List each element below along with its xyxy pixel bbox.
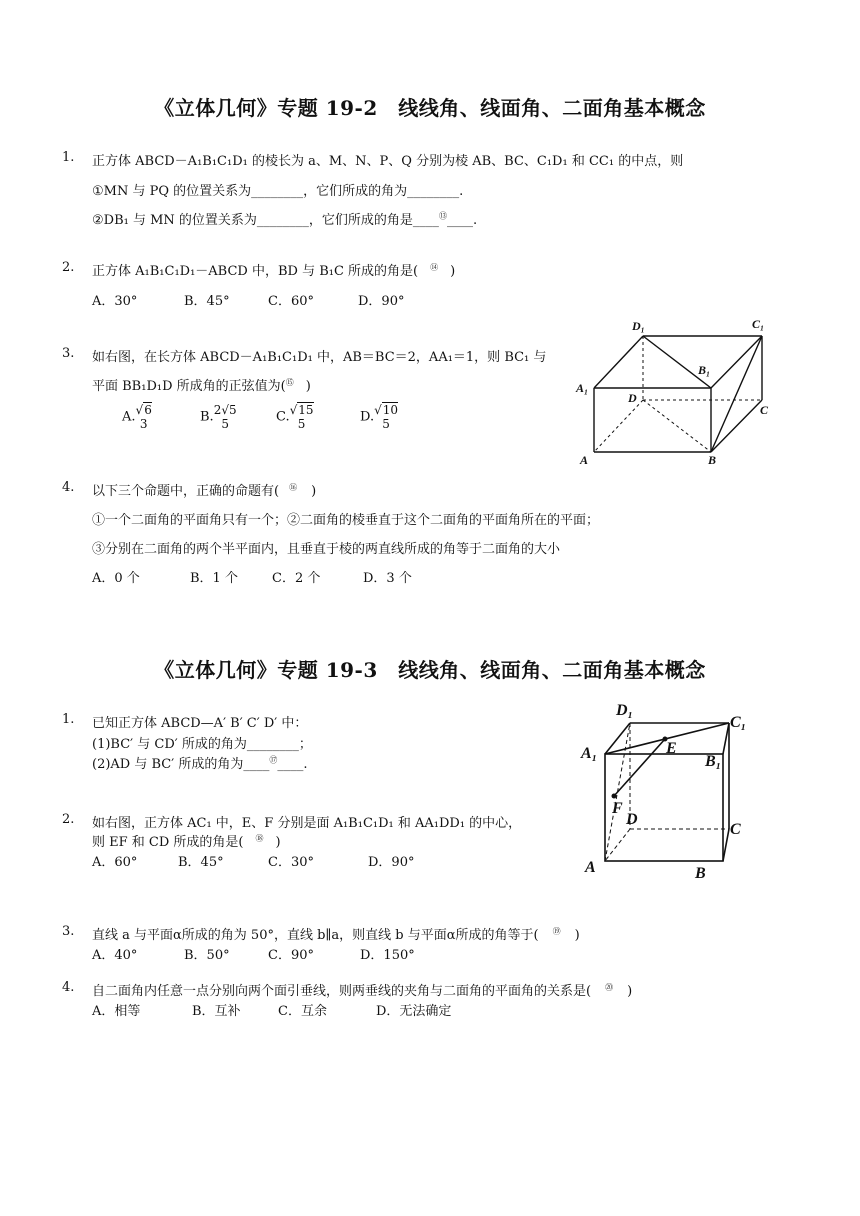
edge-a1-d1 xyxy=(594,336,643,388)
label-a1: A₁ xyxy=(581,745,598,762)
q4-stem xyxy=(92,480,316,499)
q1-number: 1. xyxy=(62,150,75,165)
q4-options xyxy=(92,567,412,586)
s2-q2-option-b[interactable]: B．45° xyxy=(178,855,224,870)
q2-paren: ) xyxy=(450,264,456,279)
q3-option-b[interactable] xyxy=(200,403,276,431)
q2-number: 2. xyxy=(62,260,75,275)
s2-q3-number: 3. xyxy=(62,924,75,939)
point-f xyxy=(612,794,617,799)
cube-front-face xyxy=(605,754,723,861)
label-a1: A₁ xyxy=(576,381,589,395)
q3-option-d-num: 10 xyxy=(382,403,399,417)
label-a: A xyxy=(580,453,589,467)
q3-stem-text: 平面 BB₁D₁D 所成角的正弦值为( xyxy=(92,379,286,394)
hidden-edge-d-a xyxy=(605,829,630,861)
q2-stem-text: 正方体 A₁B₁C₁D₁－ABCD 中，BD 与 B₁C 所成的角是( xyxy=(92,264,419,279)
edge-b-c xyxy=(711,400,762,452)
label-c: C xyxy=(730,821,741,838)
label-d1: D₁ xyxy=(632,319,645,333)
q3-paren: ) xyxy=(305,379,311,394)
s2-q3-option-d[interactable]: D．150° xyxy=(360,948,415,963)
cuboid-figure-1 xyxy=(570,310,780,470)
label-b: B xyxy=(708,453,717,467)
q1-part2-end: ____. xyxy=(446,213,478,228)
label-c1: C₁ xyxy=(730,714,747,731)
q3-option-c-den: 5 xyxy=(297,417,306,431)
edge-b1-c1 xyxy=(711,336,762,388)
label-a: A xyxy=(585,859,596,876)
s2-q1-number: 1. xyxy=(62,712,75,727)
s2-q3-stem xyxy=(92,924,580,943)
s2-q4-stem-text: 自二面角内任意一点分别向两个面引垂线，则两垂线的夹角与二面角的平面角的关系是( xyxy=(92,984,592,999)
q3-option-d[interactable]: D. √10 5 xyxy=(360,403,399,431)
edge-b1-c1 xyxy=(723,723,729,754)
s2-q3-option-c[interactable]: C．90° xyxy=(268,948,314,963)
s2-q2-paren: ) xyxy=(275,835,281,850)
answer-mark-14: ⑭ xyxy=(430,262,439,272)
answer-mark-13: ⑬ xyxy=(438,211,447,221)
s2-q1-stem: 已知正方体 ABCD—A′ B′ C′ D′ 中： xyxy=(92,716,308,731)
q2-option-a[interactable]: A．30° xyxy=(92,294,138,309)
s2-q4-option-c[interactable]: C．互余 xyxy=(278,1004,327,1019)
q3-option-d-label: D. xyxy=(360,409,375,425)
label-f: F xyxy=(612,800,623,817)
label-d: D xyxy=(626,811,638,828)
s2-q4-option-d[interactable]: D．无法确定 xyxy=(376,1004,452,1019)
q3-option-c-label: C. xyxy=(276,409,290,425)
answer-mark-15: ⑮ xyxy=(285,377,294,387)
s2-q4-number: 4. xyxy=(62,980,75,995)
q3-option-a[interactable]: A. √6 3 xyxy=(122,403,152,431)
s2-q2-options xyxy=(92,851,414,870)
s2-q4-paren: ) xyxy=(627,984,633,999)
q3-option-d-den: 5 xyxy=(382,417,390,431)
q3-option-b-num: 2√5 xyxy=(213,403,237,417)
s2-q2-stem: 如右图，正方体 AC₁ 中，E、F 分别是面 A₁B₁C₁D₁ 和 AA₁DD₁ 的中心， xyxy=(92,816,522,831)
hidden-diag-a-d1 xyxy=(605,723,630,861)
label-c1: C₁ xyxy=(752,317,765,331)
s2-q2-option-c[interactable]: C．30° xyxy=(268,855,314,870)
s2-q1-part2 xyxy=(92,753,307,772)
label-c: C xyxy=(760,403,769,417)
q3-option-a-label: A. xyxy=(122,409,136,425)
q4-stem-text: 以下三个命题中，正确的命题有( xyxy=(92,484,280,499)
q3-option-c[interactable]: C. √15 5 xyxy=(276,403,314,431)
q3-option-c-num: 15 xyxy=(298,403,314,417)
s2-q1-part2-text: (2)AD 与 BC′ 所成的角为____ xyxy=(92,757,270,772)
section-title-19-3: 《立体几何》专题 19-3 线线角、线面角、二面角基本概念 xyxy=(154,658,706,682)
q4-statement-3: ③分别在二面角的两个半平面内，且垂直于棱的两直线所成的角等于二面角的大小 xyxy=(92,542,561,557)
q4-option-d[interactable]: D．3 个 xyxy=(363,571,412,586)
q1-part2-text: ②DB₁ 与 MN 的位置关系为________，它们所成的角是____ xyxy=(92,213,439,228)
label-b1: B₁ xyxy=(705,753,722,770)
q3-option-b-den: 5 xyxy=(221,417,229,431)
s2-q2-stem-2 xyxy=(92,831,281,850)
q2-option-b[interactable]: B．45° xyxy=(184,294,230,309)
q2-option-c[interactable]: C．60° xyxy=(268,294,314,309)
s2-q1-part2-end: ____. xyxy=(277,757,308,772)
q2-options xyxy=(92,290,404,309)
s2-q3-option-b[interactable]: B．50° xyxy=(184,948,230,963)
s2-q3-stem-text: 直线 a 与平面α所成的角为 50°，直线 b∥a，则直线 b 与平面α所成的角等于( xyxy=(92,928,539,943)
answer-mark-17: ⑰ xyxy=(269,755,278,765)
s2-q2-stem-text: 则 EF 和 CD 所成的角是( xyxy=(92,835,244,850)
s2-q2-number: 2. xyxy=(62,812,75,827)
answer-mark-18: ⑱ xyxy=(255,833,264,843)
s2-q1-part1: (1)BC′ 与 CD′ 所成的角为________； xyxy=(92,737,312,752)
q2-option-d[interactable]: D．90° xyxy=(358,294,405,309)
q4-number: 4. xyxy=(62,480,75,495)
s2-q3-options xyxy=(92,944,415,963)
q1-part1: ①MN 与 PQ 的位置关系为________，它们所成的角为________. xyxy=(92,184,464,199)
label-b: B xyxy=(695,865,706,882)
diag-d1-b1 xyxy=(643,336,711,388)
q3-stem-2 xyxy=(92,375,311,394)
q2-stem xyxy=(92,260,455,279)
diag-b-c1 xyxy=(711,336,762,452)
hidden-diag-d-b xyxy=(643,400,711,452)
edge-b-c xyxy=(723,829,729,861)
hidden-edge-d-a xyxy=(594,400,643,452)
answer-mark-20: ⑳ xyxy=(605,982,614,992)
label-e: E xyxy=(666,740,677,757)
label-d: D xyxy=(628,391,637,405)
q3-options xyxy=(122,403,398,431)
q4-option-c[interactable]: C．2 个 xyxy=(272,571,321,586)
q1-part2 xyxy=(92,209,477,228)
q1-stem: 正方体 ABCD－A₁B₁C₁D₁ 的棱长为 a、M、N、P、Q 分别为棱 AB、BC、C₁D₁ 和 CC₁ 的中点，则 xyxy=(92,154,684,169)
s2-q2-option-a[interactable]: A．60° xyxy=(92,855,138,870)
s2-q2-option-d[interactable]: D．90° xyxy=(368,855,415,870)
q3-stem: 如右图，在长方体 ABCD－A₁B₁C₁D₁ 中，AB＝BC＝2，AA₁＝1，则 BC₁ 与 xyxy=(92,350,547,365)
cube-figure-2 xyxy=(578,696,758,886)
answer-mark-19: ⑲ xyxy=(552,926,561,936)
answer-mark-16: ⑯ xyxy=(289,482,298,492)
q4-statement-1-2: ①一个二面角的平面角只有一个；②二面角的棱垂直于这个二面角的平面角所在的平面； xyxy=(92,513,600,528)
q4-option-a[interactable]: A．0 个 xyxy=(92,571,140,586)
q4-paren: ) xyxy=(311,484,317,499)
q3-number: 3. xyxy=(62,346,75,361)
q4-option-b[interactable]: B．1 个 xyxy=(190,571,238,586)
label-d1: D₁ xyxy=(616,702,634,719)
s2-q4-option-b[interactable]: B．互补 xyxy=(192,1004,241,1019)
q3-option-b-label: B. xyxy=(200,409,214,425)
s2-q3-option-a[interactable]: A．40° xyxy=(92,948,138,963)
section-title-19-2: 《立体几何》专题 19-2 线线角、线面角、二面角基本概念 xyxy=(154,96,706,120)
label-b1: B₁ xyxy=(698,363,711,377)
s2-q4-stem xyxy=(92,980,632,999)
q3-option-a-num: 6 xyxy=(144,403,152,417)
s2-q4-options xyxy=(92,1000,451,1019)
s2-q4-option-a[interactable]: A．相等 xyxy=(92,1004,141,1019)
s2-q3-paren: ) xyxy=(574,928,580,943)
q3-option-a-den: 3 xyxy=(139,417,148,431)
